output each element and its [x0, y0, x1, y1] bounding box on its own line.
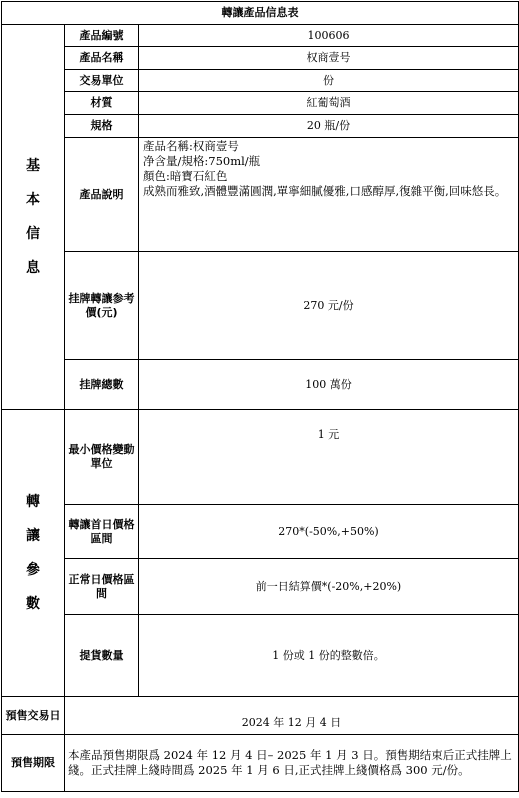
- section-basic-info: [2, 25, 65, 410]
- value-description: [139, 138, 519, 252]
- description-line: 產品名稱:权商壹号: [143, 139, 239, 153]
- label-presale-date: 預售交易日: [2, 697, 65, 735]
- value-product-name: 权商壹号: [139, 47, 519, 70]
- value-delivery-quantity: 1 份或 1 份的整數倍。: [139, 615, 519, 697]
- value-min-price-unit: 1 元: [139, 410, 519, 505]
- section-transfer-params-label: 轉 讓 參 數: [26, 494, 40, 612]
- label-listing-total: 挂牌總數: [65, 360, 139, 410]
- label-first-day-range: 轉讓首日價格區間: [65, 505, 139, 559]
- label-description: 產品說明: [65, 138, 139, 252]
- value-presale-date: 2024 年 12 月 4 日: [65, 697, 519, 735]
- value-presale-period: 本產品預售期限爲 2024 年 12 月 4 日– 2025 年 1 月 3 日。預售期结束后正式挂牌上綫。正式挂牌上綫時間爲 2025 年 1 月 6 日,正式挂牌上綫價格爲 300 元/份。: [65, 735, 519, 792]
- value-product-code: 100606: [139, 25, 519, 47]
- product-info-table: [1, 1, 519, 792]
- label-spec: 規格: [65, 115, 139, 138]
- description-line: 净含量/規格:750ml/瓶: [143, 154, 261, 168]
- label-reference-price: 挂牌轉讓参考價(元): [65, 252, 139, 360]
- table-title: 轉讓產品信息表: [2, 2, 519, 25]
- value-listing-total: 100 萬份: [139, 360, 519, 410]
- label-min-price-unit: 最小價格變動單位: [65, 410, 139, 505]
- value-spec: 20 瓶/份: [139, 115, 519, 138]
- value-first-day-range: 270*(-50%,+50%): [139, 505, 519, 559]
- section-transfer-params: [2, 410, 65, 697]
- section-basic-info-label: 基 本 信 息: [26, 158, 40, 276]
- label-presale-period: 預售期限: [2, 735, 65, 792]
- label-product-name: 產品名稱: [65, 47, 139, 70]
- label-product-code: 產品編號: [65, 25, 139, 47]
- value-material: 紅葡萄酒: [139, 92, 519, 115]
- label-normal-day-range: 正常日價格區間: [65, 559, 139, 615]
- label-trade-unit: 交易單位: [65, 70, 139, 92]
- description-line: 成熟而雅致,酒體豐滿圓潤,單寧細膩優雅,口感醇厚,復雜平衡,回味悠長。: [143, 184, 507, 198]
- label-delivery-quantity: 提貨數量: [65, 615, 139, 697]
- label-material: 材質: [65, 92, 139, 115]
- value-reference-price: 270 元/份: [139, 252, 519, 360]
- description-line: 顏色:暗寶石紅色: [143, 169, 228, 183]
- value-trade-unit: 份: [139, 70, 519, 92]
- value-normal-day-range: 前一日結算價*(-20%,+20%): [139, 559, 519, 615]
